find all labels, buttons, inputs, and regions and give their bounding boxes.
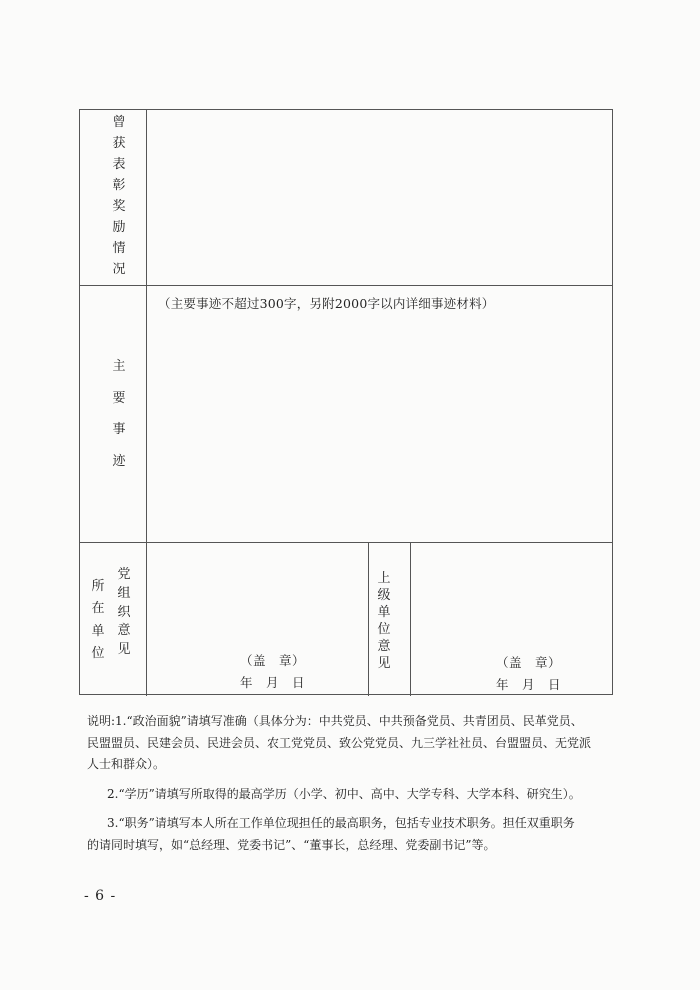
superior-stamp-date: 年 月 日 bbox=[496, 677, 562, 692]
superior-label bbox=[376, 572, 392, 670]
unit-label-char: 组 bbox=[117, 585, 131, 601]
honors-label-char: 获 bbox=[112, 136, 126, 151]
superior-label-char: 位 bbox=[377, 622, 391, 637]
unit-label-char: 所 bbox=[91, 579, 105, 594]
page-number: - 6 - bbox=[84, 888, 117, 904]
superior-label-char: 单 bbox=[377, 605, 391, 620]
honors-label-char: 曾 bbox=[112, 115, 126, 130]
unit-label-col1 bbox=[90, 580, 106, 660]
opinion-column-divider bbox=[368, 542, 369, 696]
honors-input-cell[interactable] bbox=[147, 110, 613, 285]
unit-label-char: 织 bbox=[117, 604, 131, 620]
deeds-label-char: 迹 bbox=[112, 453, 126, 469]
unit-label-char: 位 bbox=[91, 645, 105, 661]
unit-label-char: 党 bbox=[117, 567, 131, 582]
deeds-note: （主要事迹不超过300字，另附2000字以内详细事迹材料） bbox=[158, 296, 495, 311]
award-form-table bbox=[79, 109, 613, 695]
footnote-1c: 人士和群众）。 bbox=[87, 757, 166, 771]
superior-label-char: 上 bbox=[377, 571, 391, 586]
unit-label-char: 在 bbox=[91, 601, 105, 617]
superior-opinion-cell[interactable] bbox=[411, 543, 613, 695]
unit-label-col2 bbox=[116, 568, 132, 656]
unit-label-char: 见 bbox=[117, 642, 131, 657]
honors-label-char: 情 bbox=[112, 241, 126, 256]
unit-stamp-seal: （盖 章） bbox=[240, 653, 306, 668]
unit-label-char: 单 bbox=[91, 623, 105, 639]
footnote-1a: 说明:1.“政治面貌”请填写准确（具体分为：中共党员、中共预备党员、共青团员、民革党员、 bbox=[87, 714, 583, 728]
superior-label-char: 见 bbox=[377, 656, 391, 671]
footnote-3a: 3.“职务”请填写本人所在工作单位现担任的最高职务，包括专业技术职务。担任双重职务 bbox=[107, 816, 575, 830]
deeds-label bbox=[111, 360, 127, 468]
honors-label-char: 励 bbox=[112, 220, 126, 235]
superior-label-char: 级 bbox=[377, 588, 391, 603]
honors-label-char: 况 bbox=[112, 262, 126, 277]
honors-label-char: 彰 bbox=[112, 178, 126, 193]
footnotes bbox=[87, 711, 627, 856]
footnote-1b: 民盟盟员、民建会员、民进会员、农工党党员、致公党党员、九三学社社员、台盟盟员、无党派 bbox=[87, 735, 592, 750]
unit-stamp-date: 年 月 日 bbox=[240, 675, 306, 690]
deeds-label-char: 事 bbox=[112, 422, 126, 438]
superior-stamp-seal: （盖 章） bbox=[496, 655, 562, 670]
deeds-label-char: 要 bbox=[112, 390, 126, 406]
honors-label bbox=[111, 116, 127, 276]
deeds-label-char: 主 bbox=[112, 359, 126, 374]
honors-label-char: 表 bbox=[112, 157, 126, 172]
footnote-2: 2.“学历”请填写所取得的最高学历（小学、初中、高中、大学专科、大学本科、研究生）。 bbox=[107, 786, 581, 801]
unit-label-char: 意 bbox=[117, 623, 131, 639]
superior-label-char: 意 bbox=[377, 639, 391, 654]
footnote-3b: 的请同时填写，如“总经理、党委书记”、“董事长，总经理、党委副书记”等。 bbox=[87, 837, 496, 852]
honors-label-char: 奖 bbox=[112, 199, 126, 214]
deeds-input-cell[interactable] bbox=[147, 286, 613, 542]
